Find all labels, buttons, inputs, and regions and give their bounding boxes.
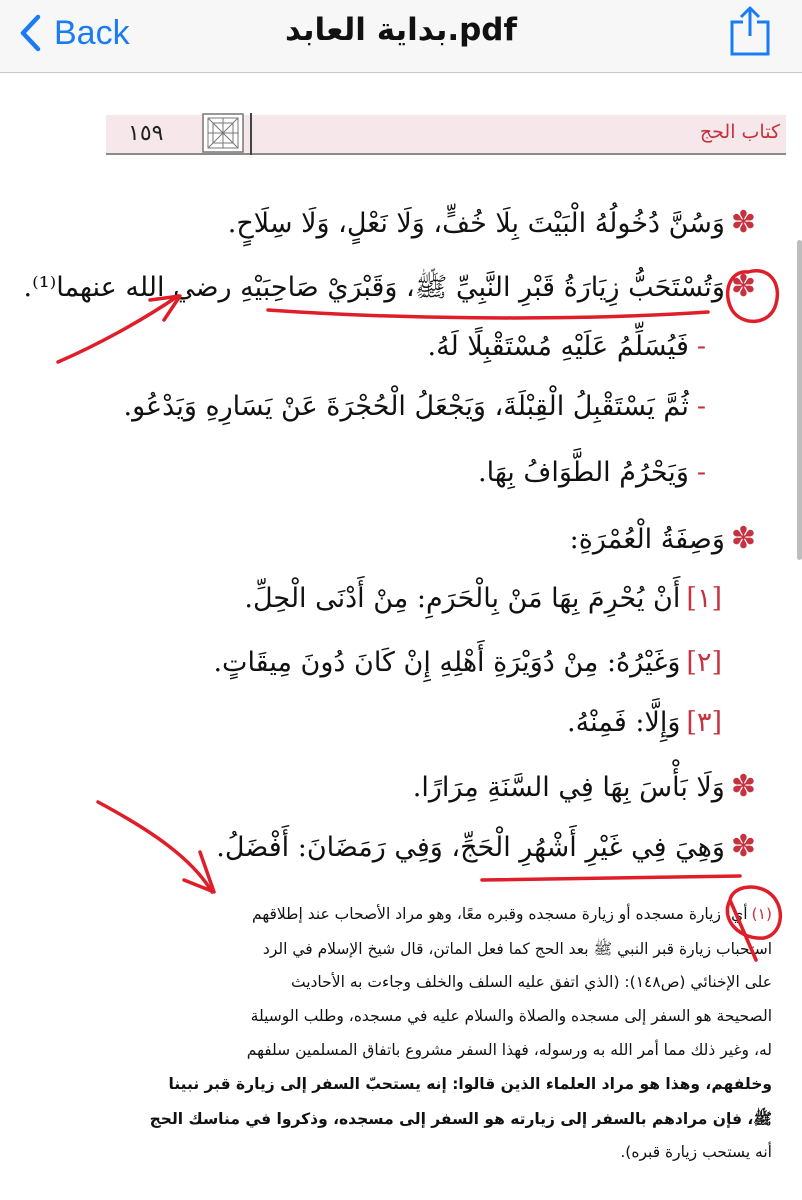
line-text: ثُمَّ يَسْتَقْبِلُ الْقِبْلَةَ، وَيَجْعَلُ الْحُجْرَةَ عَنْ يَسَارِهِ وَيَدْعُو. [123, 391, 689, 422]
star-marker: ✽ [730, 521, 756, 556]
text-line [567, 707, 722, 738]
footnote-text: ﷺ، فإن مرادهم بالسفر إلى زيارته هو السفر إلى مسجده، وذكروا في مناسك الحج [149, 1110, 772, 1128]
share-icon[interactable] [728, 4, 772, 58]
dash-marker: - [696, 457, 706, 488]
text-line [24, 269, 756, 310]
scrollbar[interactable] [797, 240, 802, 560]
text-line [570, 521, 756, 556]
footnote-text: أي: زيارة مسجده أو زيارة مسجده وقبره معًا، وهو مراد الأصحاب عند إطلاقهم [252, 905, 748, 923]
star-marker: ✽ [730, 769, 756, 804]
item-number: [١] [686, 583, 722, 614]
star-marker: ✽ [730, 829, 756, 864]
document-title: بداية العابد.pdf [284, 12, 517, 48]
header-separator [250, 113, 252, 155]
line-text: وَهِيَ فِي غَيْرِ أَشْهُرِ الْحَجِّ، وَفِي رَمَضَانَ: أَفْضَلُ. [216, 832, 725, 863]
line-text: وَغَيْرُهُ: مِنْ دُوَيْرَةِ أَهْلِهِ إِنْ كَانَ دُونَ مِيقَاتٍ. [213, 647, 681, 678]
line-text: وَإِلَّا: فَمِنْهُ. [567, 707, 681, 738]
line-text: أَنْ يُحْرِمَ بِهَا مَنْ بِالْحَرَمِ: مِنْ أَدْنَى الْحِلِّ. [244, 583, 681, 614]
footnote-line: استحباب زيارة قبر النبي ﷺ بعد الحج كما فعل الماتن، قال شيخ الإسلام في الرد [262, 940, 772, 958]
footnote-line: له، وغير ذلك مما أمر الله به ورسوله، فهذا السفر مشروع باتفاق المسلمين سلفهم [246, 1041, 772, 1059]
navigation-bar [0, 0, 802, 73]
item-number: [٢] [686, 647, 722, 678]
text-line [413, 769, 756, 804]
back-button[interactable] [18, 8, 130, 58]
running-title: كتاب الحج [699, 121, 780, 143]
text-line [428, 331, 707, 362]
pdf-page[interactable] [0, 73, 802, 1200]
line-text: وَصِفَةُ الْعُمْرَةِ: [569, 524, 725, 555]
footnote-line [169, 1075, 772, 1093]
chevron-left-icon [18, 13, 44, 53]
footnote-line: على الإخنائي (ص١٤٨): (الذي اتفق عليه السلف والخلف وجاءت به الأحاديث [291, 973, 772, 991]
text-line [478, 457, 706, 488]
star-marker: ✽ [730, 269, 756, 304]
line-text: وَتُسْتَحَبُّ زِيَارَةُ قَبْرِ النَّبِيِّ ﷺ، وَقَبْرَيْ صَاحِبَيْهِ رضي الله عنهما⁽¹⁾. [23, 272, 725, 303]
text-line [213, 647, 722, 678]
line-text: وَيَحْرُمُ الطَّوَافُ بِهَا. [478, 457, 689, 488]
footnote-line [252, 905, 772, 923]
text-line [124, 391, 706, 422]
line-text: وَلَا بَأْسَ بِهَا فِي السَّنَةِ مِرَارًا. [412, 772, 725, 803]
footnote-number: (١) [751, 905, 772, 923]
dash-marker: - [696, 391, 706, 422]
text-line [228, 205, 756, 240]
page-header-rule [106, 153, 786, 155]
dash-marker: - [696, 331, 706, 362]
footnote-text: وخلفهم، وهذا هو مراد العلماء الذين قالوا: إنه يستحبّ السفر إلى زيارة قبر نبينا [168, 1075, 772, 1093]
footnote-line [150, 1109, 772, 1132]
text-line [244, 583, 722, 614]
line-text: فَيُسَلِّمُ عَلَيْهِ مُسْتَقْبِلًا لَهُ. [427, 331, 689, 362]
line-text: وَسُنَّ دُخُولُهُ الْبَيْتَ بِلَا خُفٍّ، وَلَا نَعْلٍ، وَلَا سِلَاحٍ. [227, 208, 725, 239]
ornament-icon [202, 113, 244, 153]
star-marker: ✽ [730, 205, 756, 240]
back-label: Back [54, 13, 130, 52]
footnote-line: أنه يستحب زيارة قبره). [620, 1143, 772, 1161]
item-number: [٣] [686, 707, 722, 738]
page-number: ١٥٩ [128, 121, 164, 146]
text-line [216, 829, 756, 864]
footnote-line: الصحيحة هو السفر إلى مسجده والصلاة والسلام عليه في مسجده، وطلب الوسيلة [250, 1007, 772, 1025]
